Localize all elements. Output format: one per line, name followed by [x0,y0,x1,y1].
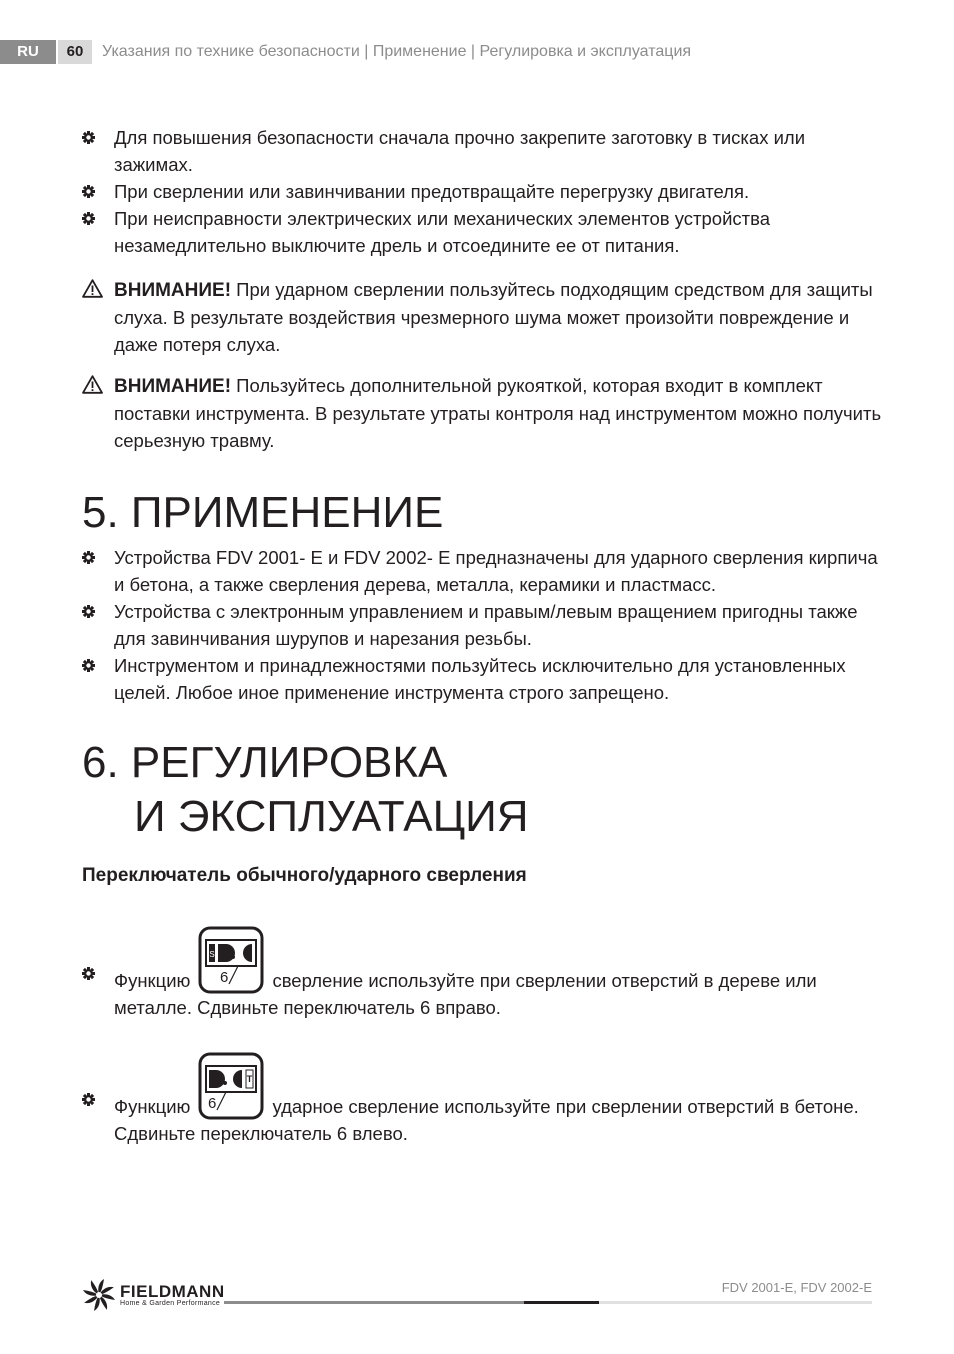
fan-logo-icon [82,1278,116,1312]
bullet-icon [82,659,95,672]
page-content [82,124,882,1147]
section-title-application: 5. ПРИМЕНЕНИЕ [82,488,444,537]
switch-mark-label: T [247,1074,253,1084]
list-item: Для повышения безопасности сначала прочно закрепите заготовку в тисках или зажимах. [82,124,882,178]
list-item: При неисправности электрических или механических элементов устройства незамедлительно выключите дрель и отсоедините ее от питания. [82,205,882,259]
page-number: 60 [58,40,92,64]
footer-rule-grey [224,1301,524,1304]
footer-model: FDV 2001-E, FDV 2002-E [721,1280,872,1295]
list-item: Устройства FDV 2001- E и FDV 2002- E предназначены для ударного сверления кирпича и бетона, а также сверления дерева, металла, керамики и пластмасс. [82,544,882,598]
header-title: Указания по технике безопасности | Применение | Регулировка и эксплуатация [102,43,692,60]
bullet-icon [82,967,95,980]
subsection-title: Переключатель обычного/ударного сверления [82,865,527,886]
section-title-line-1: 6. РЕГУЛИРОВКА [82,738,448,787]
hammer-mode-switch-icon [198,1052,264,1120]
application-list [82,544,882,706]
switch-mark-label: S [209,950,216,959]
warning-text: Пользуйтесь дополнительной рукояткой, которая входит в комплект поставки инструмента. В результате утраты контроля над инструментом можно получить серьезную травму. [114,375,882,451]
footer-rule-light [599,1301,872,1304]
page-header [0,40,691,64]
warning-label: ВНИМАНИЕ! [114,280,232,301]
switch-item-hammer-drilling: Функцию T 6 ударное сверление используйте при сверлении отверстий в бетоне. Сдвиньте переключатель 6 влево. [82,1027,882,1147]
warning-label: ВНИМАНИЕ! [114,376,232,397]
brand-logo [82,1278,225,1312]
brand-name: FIELDMANN [120,1282,225,1301]
switch-item-drilling: Функцию S 6 сверление используйте при сверлении отверстий в дереве или металле. Сдвиньте переключатель 6 вправо. [82,901,882,1021]
warning-block [82,372,882,454]
footer-rule-dark [524,1301,599,1304]
brand-tagline: Home & Garden Performance [120,1300,221,1307]
bullet-icon [82,185,95,198]
warning-triangle-icon [82,375,103,394]
switch-number-label: 6 [208,1095,217,1112]
list-item: При сверлении или завинчивании предотвращайте перегрузку двигателя. [82,178,882,205]
bullet-icon [82,551,95,564]
language-badge: RU [0,40,56,64]
drill-mode-switch-icon [198,926,264,994]
warning-triangle-icon [82,279,103,298]
list-item: Устройства с электронным управлением и правым/левым вращением пригодны также для завинчивания шурупов и нарезания резьбы. [82,598,882,652]
warning-text: При ударном сверлении пользуйтесь подходящим средством для защиты слуха. В результате воздействия чрезмерного шума может произойти повреждение и даже потеря слуха. [114,279,873,355]
bullet-icon [82,1093,95,1106]
section-title-adjustment [82,736,882,844]
warning-block [82,276,882,358]
switch-number-label: 6 [220,969,229,986]
safety-list [82,124,882,259]
bullet-icon [82,212,95,225]
list-item: Инструментом и принадлежностями пользуйтесь исключительно для установленных целей. Любое иное применение инструмента строго запрещено. [82,652,882,706]
bullet-icon [82,131,95,144]
section-title-line-2: И ЭКСПЛУАТАЦИЯ [134,792,529,841]
bullet-icon [82,605,95,618]
